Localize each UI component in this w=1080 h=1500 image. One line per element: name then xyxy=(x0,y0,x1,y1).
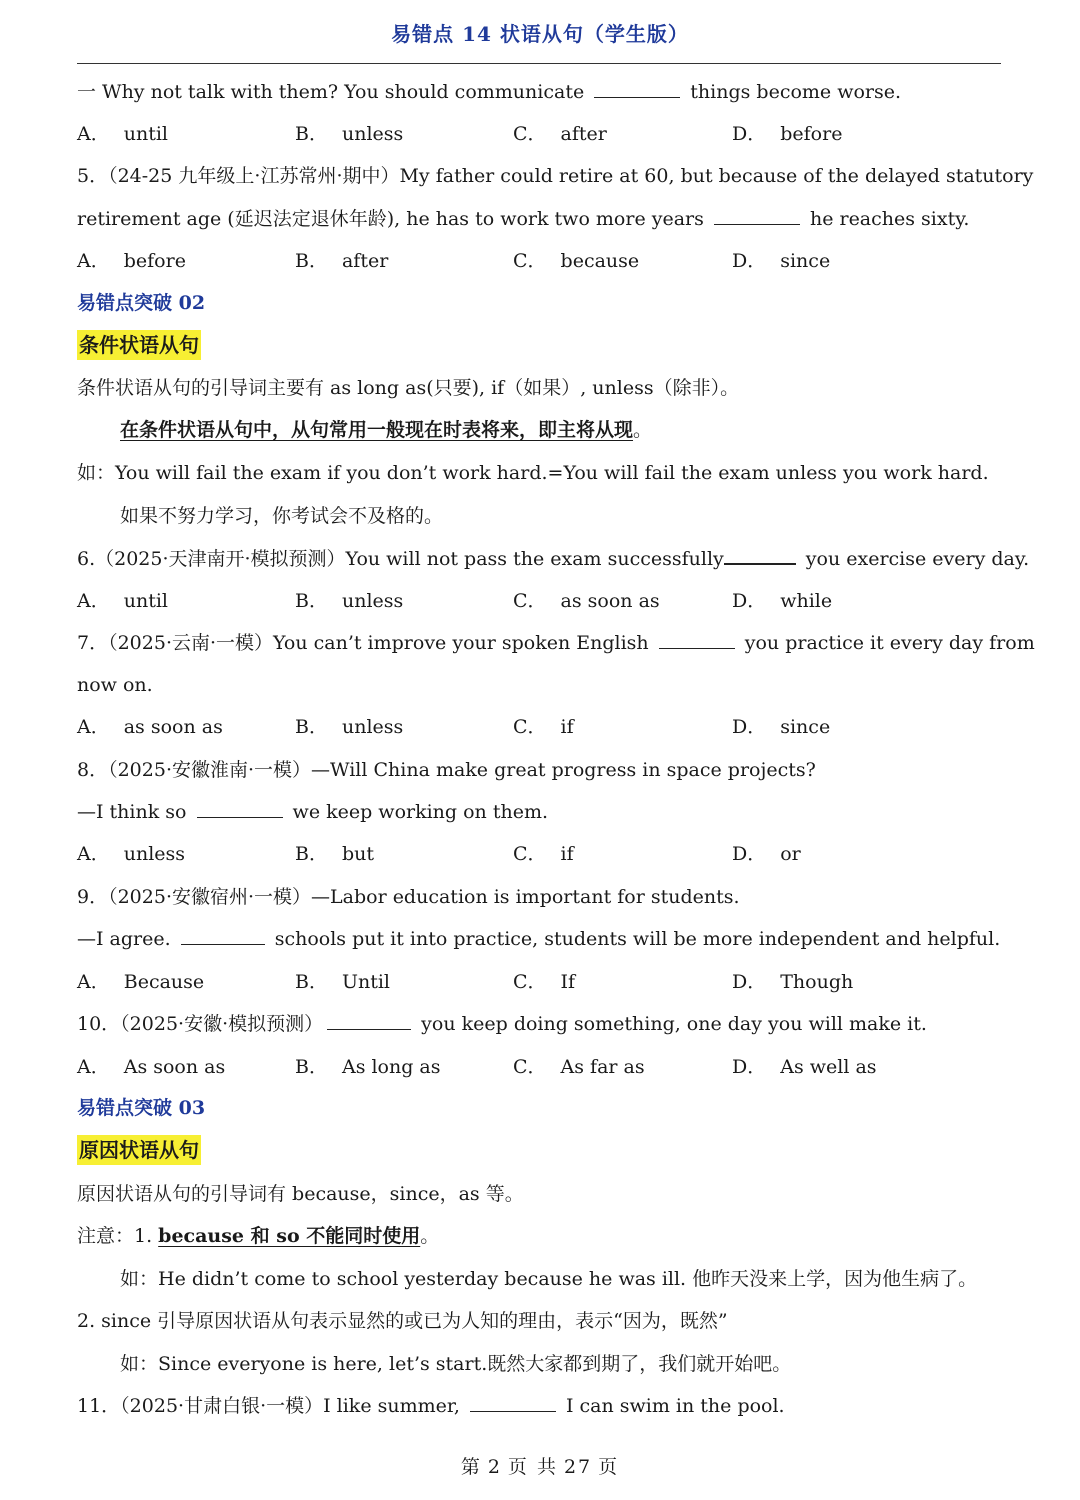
page-number: 2 xyxy=(487,1456,502,1478)
q9-option-b: B． Until xyxy=(295,971,391,993)
section-03-intro: 原因状语从句的引导词有 because，since，as 等。 xyxy=(77,1183,524,1205)
q10-options xyxy=(77,1054,1017,1080)
q7-option-a: A． as soon as xyxy=(77,716,223,738)
q5-option-a: A． before xyxy=(77,250,186,272)
q4-option-c: C． after xyxy=(513,123,607,145)
q8-option-a: A． unless xyxy=(77,843,186,865)
q5-stem-line2 xyxy=(77,206,969,232)
section-02-example-cn: 如果不努力学习，你考试会不及格的。 xyxy=(120,505,444,527)
q5-blank xyxy=(714,206,800,225)
q10-text-b: you keep doing something, one day you will make it. xyxy=(415,1013,927,1035)
q5-text-a: retirement age (延迟法定退休年龄), he has to work two more years xyxy=(77,208,710,230)
q6-option-c: C． as soon as xyxy=(513,590,660,612)
q10-stem xyxy=(77,1011,927,1037)
section-03-note: 注意：1. because 和 so 不能同时使用。 xyxy=(77,1225,440,1247)
q7-blank xyxy=(659,630,735,649)
q8-text-b: we keep working on them. xyxy=(286,801,549,823)
section-02-example-en: 如：You will fail the exam if you don’t work hard.=You will fail the exam unless you work hard. xyxy=(77,462,989,484)
section-02-intro: 条件状语从句的引导词主要有 as long as(只要), if（如果）, unless（除非）。 xyxy=(77,377,740,399)
q10-blank xyxy=(327,1011,411,1030)
q10-text-a: 10．（2025·安徽·模拟预测） xyxy=(77,1013,324,1035)
q7-text-b: you practice it every day from xyxy=(738,632,1035,654)
q6-blank xyxy=(724,545,796,565)
q8-blank xyxy=(197,799,283,818)
q8-options xyxy=(77,841,1017,867)
q7-stem-line2: now on. xyxy=(77,674,153,696)
q10-option-b: B． As long as xyxy=(295,1056,441,1078)
q11-text-b: I can swim in the pool. xyxy=(559,1395,785,1417)
page-header-title: 易错点 14 状语从句（学生版） xyxy=(391,22,689,46)
q5-option-b: B． after xyxy=(295,250,389,272)
q4-text-b: things become worse. xyxy=(684,81,902,103)
q7-option-c: C． if xyxy=(513,716,574,738)
q4-option-d: D． before xyxy=(732,123,843,145)
header-divider xyxy=(77,63,1001,64)
section-03-highlight-title: 原因状语从句 xyxy=(77,1135,201,1165)
section-02-rule-text: 在条件状语从句中，从句常用一般现在时表将来，即主将从现 xyxy=(120,419,634,441)
section-03-title: 易错点突破 03 xyxy=(77,1097,206,1119)
section-03-note-bold: because 和 so 不能同时使用 xyxy=(158,1225,421,1247)
q5-stem-line1: 5．（24-25 九年级上·江苏常州·期中）My father could retire at 60, but because of the delayed statutory xyxy=(77,165,1034,187)
q11-blank xyxy=(470,1393,556,1412)
q7-option-d: D． since xyxy=(732,716,831,738)
q9-option-c: C． If xyxy=(513,971,576,993)
q5-options xyxy=(77,248,1017,274)
q8-text-a: —I think so xyxy=(77,801,193,823)
page-total: 27 xyxy=(563,1456,593,1478)
q6-option-b: B． unless xyxy=(295,590,404,612)
section-03-example1: 如：He didn’t come to school yesterday because he was ill. 他昨天没来上学，因为他生病了。 xyxy=(120,1268,978,1290)
q9-text-a: —I agree. xyxy=(77,928,177,950)
q4-option-a: A． until xyxy=(77,123,168,145)
q8-stem-line1: 8．（2025·安徽淮南·一模）—Will China make great progress in space projects? xyxy=(77,759,816,781)
q6-text-b: you exercise every day. xyxy=(799,548,1030,570)
section-02-title: 易错点突破 02 xyxy=(77,292,206,314)
q4-text-a: 一 Why not talk with them? You should communicate xyxy=(77,81,591,103)
q7-option-b: B． unless xyxy=(295,716,404,738)
q7-options xyxy=(77,714,1017,740)
q9-text-b: schools put it into practice, students will be more independent and helpful. xyxy=(268,928,1001,950)
q7-text-a: 7．（2025·云南·一模）You can’t improve your spoken English xyxy=(77,632,655,654)
q7-stem-line1 xyxy=(77,630,1035,656)
q6-options xyxy=(77,588,1017,614)
q10-option-a: A． As soon as xyxy=(77,1056,226,1078)
q6-stem xyxy=(77,545,1029,572)
section-02-highlight-title: 条件状语从句 xyxy=(77,330,201,360)
q4-options xyxy=(77,121,1017,147)
q9-blank xyxy=(181,926,265,945)
q5-option-c: C． because xyxy=(513,250,640,272)
page-footer: 第 2 页 共 27 页 xyxy=(460,1456,620,1478)
q8-option-c: C． if xyxy=(513,843,574,865)
q5-option-d: D． since xyxy=(732,250,831,272)
section-03-point2: 2. since 引导原因状语从句表示显然的或已为人知的理由，表示“因为，既然” xyxy=(77,1310,728,1332)
q8-option-d: D． or xyxy=(732,843,801,865)
q4-option-b: B． unless xyxy=(295,123,404,145)
section-02-rule: 在条件状语从句中，从句常用一般现在时表将来，即主将从现。 xyxy=(120,419,653,441)
section-03-example2: 如：Since everyone is here, let’s start.既然大家都到期了，我们就开始吧。 xyxy=(120,1353,792,1375)
q10-option-d: D． As well as xyxy=(732,1056,877,1078)
q4-stem xyxy=(77,79,901,105)
q4-blank xyxy=(594,79,680,98)
q9-options xyxy=(77,969,1017,995)
q6-option-d: D． while xyxy=(732,590,833,612)
q10-option-c: C． As far as xyxy=(513,1056,645,1078)
q9-stem-line1: 9．（2025·安徽宿州·一模）—Labor education is important for students. xyxy=(77,886,740,908)
q11-stem xyxy=(77,1393,785,1419)
q6-text-a: 6.（2025·天津南开·模拟预测）You will not pass the exam successfully xyxy=(77,548,724,570)
q8-stem-line2 xyxy=(77,799,548,825)
q8-option-b: B． but xyxy=(295,843,375,865)
q9-stem-line2 xyxy=(77,926,1000,952)
q5-text-b: he reaches sixty. xyxy=(803,208,970,230)
q9-option-d: D． Though xyxy=(732,971,854,993)
q6-option-a: A． until xyxy=(77,590,168,612)
q11-text-a: 11．（2025·甘肃白银·一模）I like summer, xyxy=(77,1395,466,1417)
q9-option-a: A． Because xyxy=(77,971,205,993)
